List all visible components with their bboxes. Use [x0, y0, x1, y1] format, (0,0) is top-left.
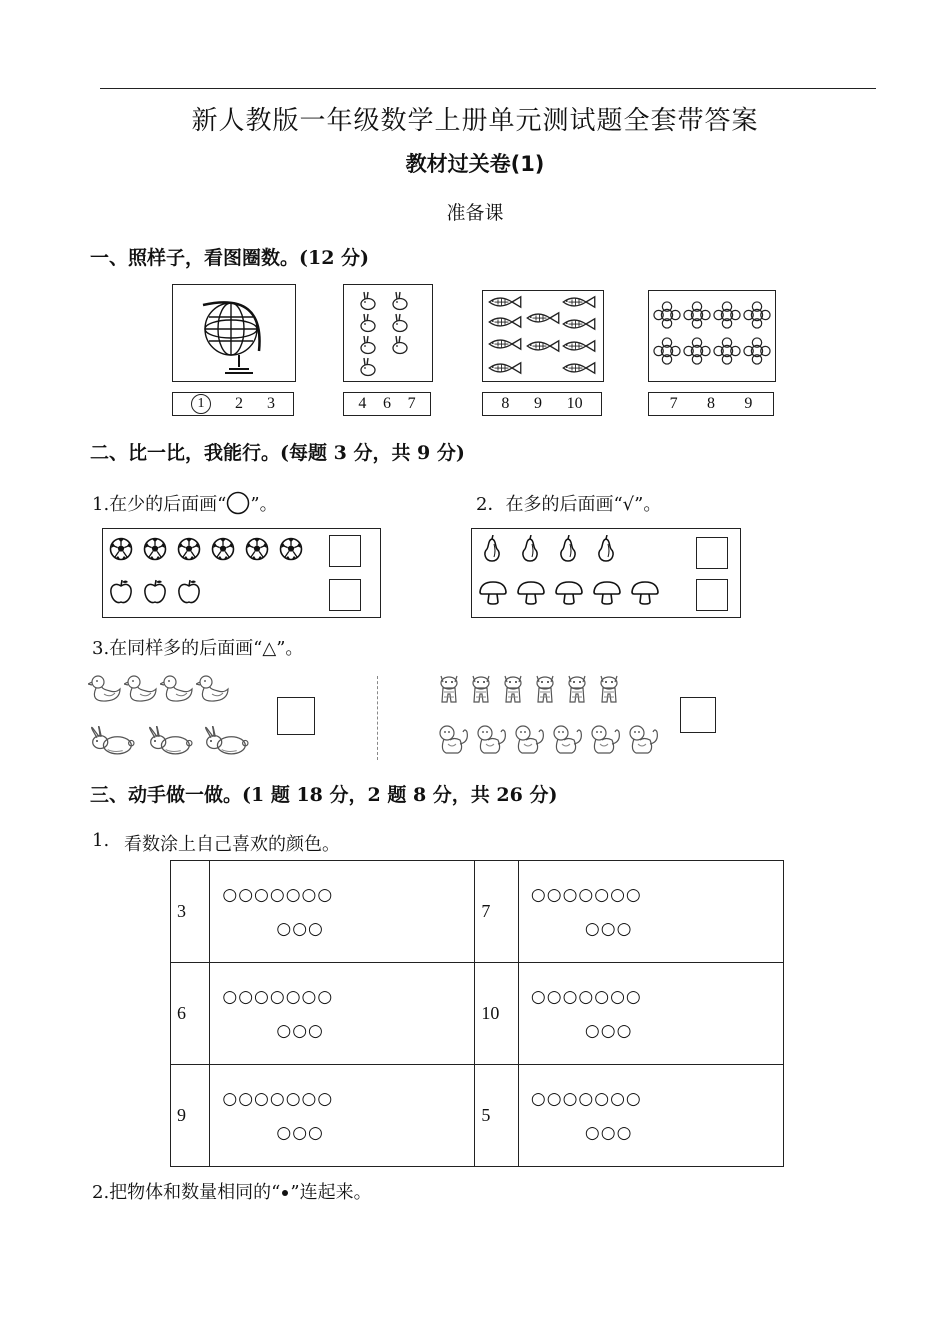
page-title: 新人教版一年级数学上册单元测试题全套带答案	[191, 106, 759, 136]
circles-cell[interactable]	[518, 861, 783, 963]
option[interactable]: 4	[358, 395, 367, 412]
fish-picture	[482, 290, 604, 382]
option[interactable]: 9	[744, 395, 753, 412]
answer-box[interactable]	[329, 535, 361, 567]
q2-1-prefix: 1.在少的后面画“	[92, 494, 227, 515]
circles-row[interactable]: ○○○○○○○	[222, 986, 334, 1007]
option[interactable]: 6	[382, 395, 391, 412]
number-cell: 5	[475, 1065, 519, 1167]
option[interactable]: 3	[267, 395, 275, 412]
q3-1-label: 1.	[92, 830, 110, 851]
lesson-name: 准备课	[446, 202, 504, 224]
options-rabbits	[343, 392, 431, 416]
section3-heading: 三、动手做一做。(1 题 18 分，2 题 8 分，共 26 分)	[90, 784, 558, 806]
option[interactable]: 2	[235, 395, 243, 412]
cat-icon	[436, 672, 666, 762]
options-globe	[172, 392, 294, 416]
rabbits-picture	[343, 284, 433, 382]
circles-cell[interactable]	[210, 861, 475, 963]
dot-icon	[280, 1181, 290, 1201]
apple-icon	[103, 573, 223, 613]
globe-picture	[172, 284, 296, 382]
top-rule	[100, 88, 876, 89]
number-cell: 7	[475, 861, 519, 963]
divider	[377, 676, 378, 760]
circles-row[interactable]: ○○○	[584, 1122, 633, 1143]
q3-2-suffix: ”连起来。	[290, 1182, 372, 1203]
option[interactable]: 8	[706, 395, 715, 412]
mushroom-icon	[472, 575, 672, 613]
pear-icon	[472, 529, 632, 569]
section2-heading: 二、比一比，我能行。(每题 3 分，共 9 分)	[90, 442, 465, 464]
number-cell: 3	[171, 861, 210, 963]
number-cell: 9	[171, 1065, 210, 1167]
circles-row[interactable]: ○○○○○○○	[530, 1088, 642, 1109]
option[interactable]: 9	[533, 395, 542, 412]
rabbit-icon	[344, 285, 432, 381]
options-fish	[482, 392, 602, 416]
options-flowers	[648, 392, 774, 416]
table-row	[171, 963, 784, 1065]
globe-icon	[173, 285, 295, 381]
circles-row[interactable]: ○○○	[276, 1122, 324, 1143]
q2-3-text: 3.在同样多的后面画“△”。	[92, 638, 304, 659]
fish-icon	[483, 291, 603, 381]
answer-box[interactable]	[277, 697, 315, 735]
answer-box[interactable]	[696, 537, 728, 569]
answer-box[interactable]	[696, 579, 728, 611]
circle-icon	[226, 491, 250, 515]
circles-row[interactable]: ○○○○○○○	[530, 986, 642, 1007]
flower-icon	[649, 291, 775, 381]
number-cell: 6	[171, 963, 210, 1065]
circles-row[interactable]: ○○○○○○○	[222, 1088, 334, 1109]
circles-cell[interactable]	[210, 963, 475, 1065]
table-row	[171, 861, 784, 963]
flowers-picture	[648, 290, 776, 382]
option[interactable]: 10	[566, 395, 583, 412]
option[interactable]: 8	[501, 395, 510, 412]
q3-1-text: 看数涂上自己喜欢的颜色。	[124, 834, 340, 855]
option[interactable]: 7	[407, 395, 416, 412]
q3-2-text	[92, 1178, 372, 1204]
duck-icon	[88, 672, 258, 762]
q2-2-text: 2．在多的后面画“√”。	[476, 494, 662, 515]
color-table	[170, 860, 784, 1167]
q3-2-prefix: 2.把物体和数量相同的“	[92, 1182, 281, 1203]
circles-cell[interactable]	[518, 963, 783, 1065]
table-row	[171, 1065, 784, 1167]
page-subtitle: 教材过关卷(1)	[405, 152, 545, 176]
circles-row[interactable]: ○○○○○○○	[530, 884, 642, 905]
answer-box[interactable]	[680, 697, 716, 733]
option-circled[interactable]: 1	[191, 394, 211, 414]
answer-box[interactable]	[329, 579, 361, 611]
q2-2-picture	[471, 528, 741, 618]
circles-row[interactable]: ○○○	[276, 918, 324, 939]
circles-cell[interactable]	[210, 1065, 475, 1167]
q2-1-suffix: ”。	[250, 494, 278, 515]
q2-1-text	[92, 490, 278, 516]
circles-cell[interactable]	[518, 1065, 783, 1167]
q2-1-picture	[102, 528, 381, 618]
circles-row[interactable]: ○○○	[584, 918, 633, 939]
circles-row[interactable]: ○○○	[584, 1020, 633, 1041]
section1-heading: 一、照样子，看图圈数。(12 分)	[90, 247, 370, 269]
number-cell: 10	[475, 963, 519, 1065]
option[interactable]: 7	[669, 395, 678, 412]
circles-row[interactable]: ○○○○○○○	[222, 884, 334, 905]
circles-row[interactable]: ○○○	[276, 1020, 324, 1041]
